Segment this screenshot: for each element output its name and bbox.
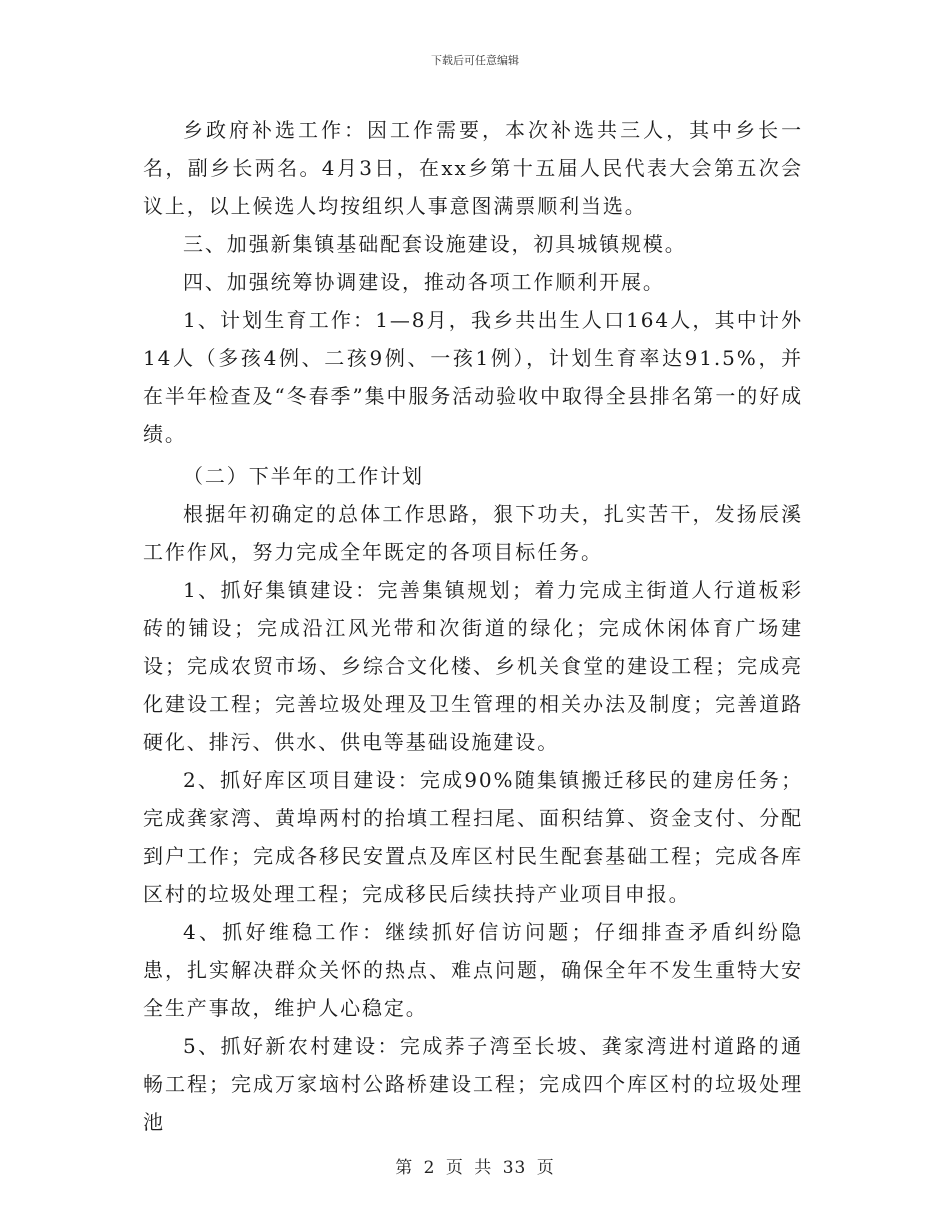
paragraph-stability-work: 4、抓好维稳工作：继续抓好信访问题；仔细排查矛盾纠纷隐患，扎实解决群众关怀的热点、难点问题，确保全年不发生重特大安全生产事故，维护人心稳定。: [143, 920, 803, 1020]
paragraph-township-election: 乡政府补选工作：因工作需要，本次补选共三人，其中乡长一名，副乡长两名。4月3日，在xx乡第十五届人民代表大会第五次会议上，以上候选人均按组织人事意图满票顺利当选。: [143, 118, 803, 218]
page-header: 下载后可任意编辑: [431, 54, 519, 67]
paragraph-town-construction: 1、抓好集镇建设：完善集镇规划；着力完成主街道人行道板彩砖的铺设；完成沿江风光带和次街道的绿化；完成休闲体育广场建设；完成农贸市场、乡综合文化楼、乡机关食堂的建设工程；完成亮化建设工程；完善垃圾处理及卫生管理的相关办法及制度；完善道路硬化、排污、供水、供电等基础设施建设。: [143, 578, 803, 754]
page-footer: 第 2 页 共 33 页: [395, 1158, 555, 1178]
paragraph-section-three: 三、加强新集镇基础配套设施建设，初具城镇规模。: [183, 232, 687, 256]
paragraph-section-four: 四、加强统筹协调建设，推动各项工作顺利开展。: [183, 270, 665, 294]
paragraph-family-planning: 1、计划生育工作：1—8月，我乡共出生人口164人，其中计外14人（多孩4例、二孩9例、一孩1例），计划生育率达91.5%，并在半年检查及“冬春季”集中服务活动验收中取得全县排名第一的好成绩。: [143, 308, 803, 446]
paragraph-new-rural-construction: 5、抓好新农村建设：完成荞子湾至长坡、龚家湾进村道路的通畅工程；完成万家垴村公路桥建设工程；完成四个库区村的垃圾处理池: [143, 1034, 803, 1134]
section-heading-second-half-plan: （二）下半年的工作计划: [183, 464, 424, 488]
paragraph-overall-approach: 根据年初确定的总体工作思路，狠下功夫，扎实苦干，发扬辰溪工作作风，努力完成全年既定的各项目标任务。: [143, 502, 803, 564]
document-body: [143, 111, 803, 1141]
paragraph-reservoir-projects: 2、抓好库区项目建设：完成90%随集镇搬迁移民的建房任务；完成龚家湾、黄埠两村的抬填工程扫尾、面积结算、资金支付、分配到户工作；完成各移民安置点及库区村民生配套基础工程；完成各库区村的垃圾处理工程；完成移民后续扶持产业项目申报。: [143, 768, 803, 906]
